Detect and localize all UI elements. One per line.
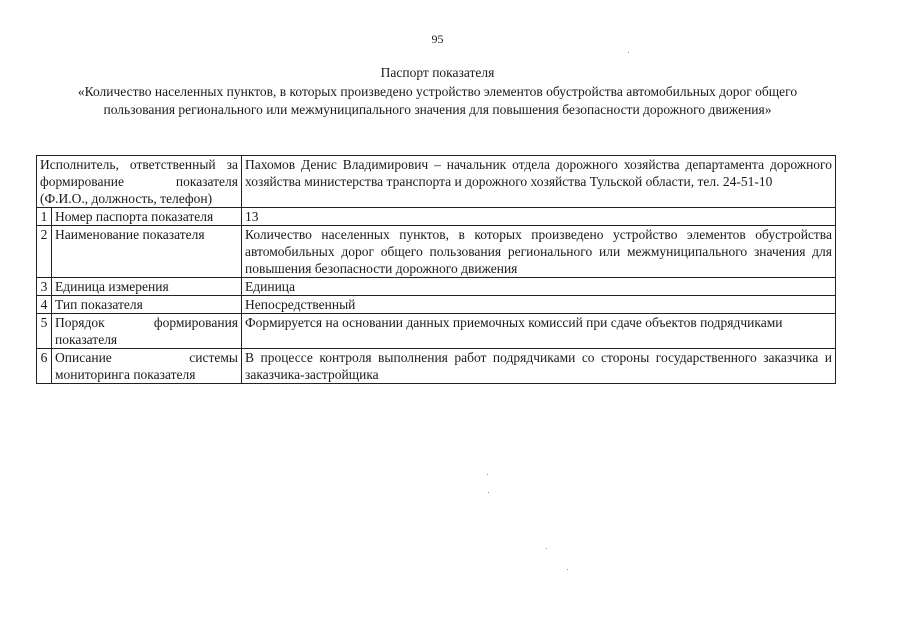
table-row: [37, 208, 836, 226]
table-row: [37, 296, 836, 314]
row-label: Описание системы мониторинга показателя: [52, 349, 242, 384]
document-title: Паспорт показателя: [380, 65, 495, 80]
row-number: 2: [37, 226, 52, 278]
table-row: [37, 349, 836, 384]
row-value: Единица: [242, 278, 836, 296]
row-label: Единица измерения: [52, 278, 242, 296]
row-value: Количество населенных пунктов, в которых произведено устройство элементов обустройства автомобильных дорог общего пользования регионального или межмуниципального значения для повышения безопасности дорожного движения: [242, 226, 836, 278]
table-row: [37, 226, 836, 278]
row-number: 1: [37, 208, 52, 226]
scan-speck: [628, 52, 629, 53]
row-label: Тип показателя: [52, 296, 242, 314]
table-row-executor: [37, 156, 836, 208]
row-label: Номер паспорта показателя: [52, 208, 242, 226]
page-number: 95: [431, 32, 444, 46]
row-number: 5: [37, 314, 52, 349]
scan-speck: [488, 492, 489, 493]
scan-speck: [567, 569, 568, 570]
row-label: Порядок формирования показателя: [52, 314, 242, 349]
executor-label: Исполнитель, ответственный за формирование показателя (Ф.И.О., должность, телефон): [37, 156, 242, 208]
row-label: Наименование показателя: [52, 226, 242, 278]
document-header: [60, 64, 815, 120]
row-value: В процессе контроля выполнения работ подрядчиками со стороны государственного заказчика и заказчика-застройщика: [242, 349, 836, 384]
row-number: 3: [37, 278, 52, 296]
row-number: 6: [37, 349, 52, 384]
table-row: [37, 278, 836, 296]
table-row: [37, 314, 836, 349]
row-number: 4: [37, 296, 52, 314]
scan-speck: [546, 548, 547, 549]
executor-value: Пахомов Денис Владимирович – начальник отдела дорожного хозяйства департамента дорожного хозяйства министерства транспорта и дорожного хозяйства Тульской области, тел. 24-51-10: [242, 156, 836, 208]
passport-table: [36, 155, 836, 384]
row-value: 13: [242, 208, 836, 226]
document-subtitle: «Количество населенных пунктов, в которых произведено устройство элементов обустройства автомобильных дорог общего пользования регионального или межмуниципального значения для повышения безопасности дорожного движения»: [77, 83, 798, 117]
row-value: Формируется на основании данных приемочных комиссий при сдаче объектов подрядчиками: [242, 314, 836, 349]
row-value: Непосредственный: [242, 296, 836, 314]
scan-speck: [487, 474, 488, 475]
